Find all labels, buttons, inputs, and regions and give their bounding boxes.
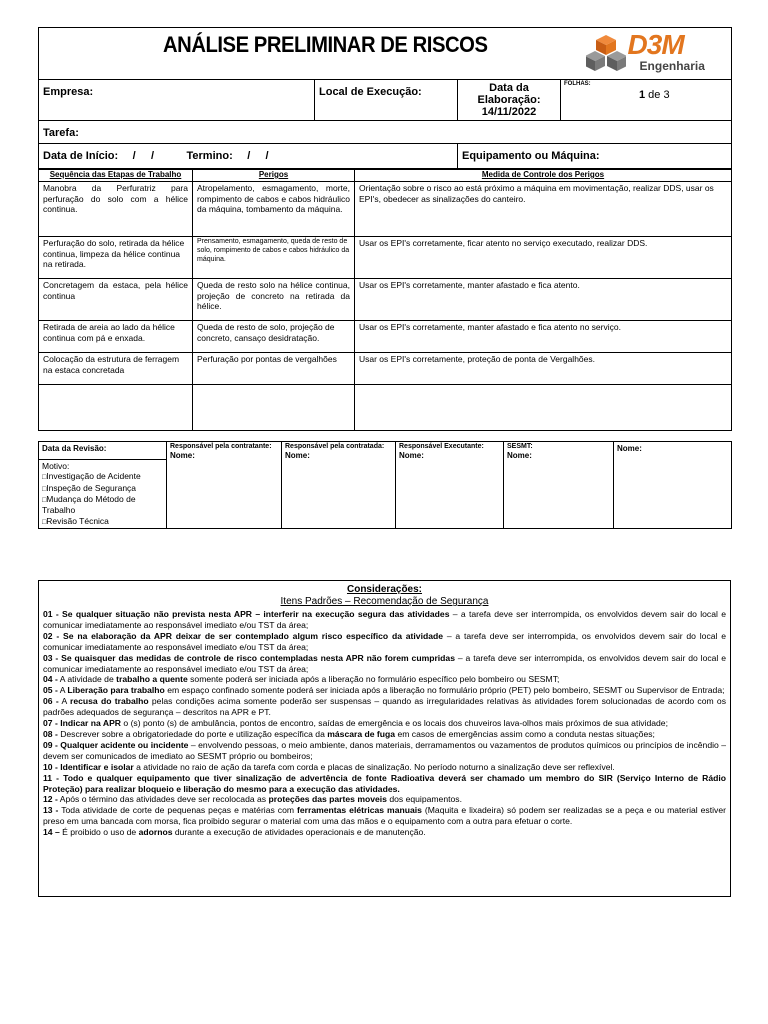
logo-cell [581,28,732,80]
consideration-item [43,805,726,827]
consideration-item [43,685,726,696]
consideration-item [43,653,726,675]
datas-cell[interactable] [39,144,458,169]
local-cell[interactable] [315,80,458,121]
data-elaboracao-cell[interactable] [458,80,561,121]
nome-label: Nome: [399,450,424,460]
hazard-cell: Perfuração por pontas de vergalhões [193,353,355,385]
consideration-text: recusa do trabalho [70,696,149,707]
motivo-cell [39,460,167,529]
document-title: ANÁLISE PRELIMINAR DE RISCOS [163,32,488,57]
risk-table-header [39,170,732,182]
motivo-option[interactable] [42,483,163,494]
hazard-cell: Queda de resto de solo, projeção de concreto, cansaço desidratação. [193,321,355,353]
header-perigos: Perigos [193,170,355,182]
considerations-subtitle: Itens Padrões – Recomendação de Segurança [280,596,489,607]
consideration-text: adornos [138,827,173,838]
empresa-label: Empresa: [43,86,94,98]
hazard-cell: Prensamento, esmagamento, queda de resto de solo, rompimento de cabos e cabos hidráulico da máquina. [193,237,355,279]
consideration-text: o (s) ponto (s) de ambulância, pontos de encontro, saídas de emergência e os locais dos chuveiros lava-olhos mais próximos de sua atividade; [121,718,668,729]
consideration-text: 05 - [43,685,58,696]
step-cell: Manobra da Perfuratriz para perfuração do solo com a hélice continua. [39,182,193,237]
resp-contratada-label: Responsável pela contratada: [285,443,385,450]
consideration-item [43,631,726,653]
header-medidas: Medida de Controle dos Perigos [355,170,732,182]
motivo-option-label: Inspeção de Segurança [46,482,137,493]
consideration-item [43,794,726,805]
consideration-text: Toda atividade de corte de pequenas peças e matérias com [58,805,297,816]
resp-executante-cell[interactable] [396,442,504,529]
logo-brand: D3M [627,29,684,60]
hazard-cell: Atropelamento, esmagamento, morte, rompimento de cabos e cabos hidráulico da máquina, tombamento da máquina. [193,182,355,237]
consideration-item [43,729,726,740]
risk-table [38,169,732,431]
consideration-text: máscara de fuga [327,728,396,739]
consideration-text: Após o término das atividades deve ser recolocada as [57,794,269,805]
control-cell: Usar os EPI's corretamente, ficar atento no serviço executado, realizar DDS. [355,237,732,279]
inicio-label: Data de Início: [43,150,119,162]
consideration-item [43,696,726,718]
consideration-text: 14 – [43,827,60,838]
termino-label: Termino: [186,150,233,162]
header-etapas: Sequência das Etapas de Trabalho [39,170,193,182]
folhas-label: FOLHAS: [564,81,591,87]
consideration-text: A [58,696,70,707]
step-cell: Retirada de areia ao lado da hélice continua com pá e enxada. [39,321,193,353]
checkbox-icon[interactable]: □ [42,474,47,482]
consideration-text: trabalho a quente [116,674,188,685]
inicio-value: / / [132,150,155,162]
control-cell: Usar os EPI's corretamente, manter afastado e fica atento. [355,279,732,321]
consideration-text: 07 - Indicar na APR [43,718,122,729]
consideration-text: A [57,685,68,696]
consideration-text: Descrever sobre a obrigatoriedade do porte e utilização específica da [57,728,328,739]
resp-contratante-label: Responsável pela contratante: [170,443,272,450]
consideration-item [43,609,726,631]
consideration-text: a atividade no raio de ação da tarefa com corda e placas de sinalização. No período noturno a sinalização deve ser reflexível. [133,761,615,772]
equipamento-label: Equipamento ou Máquina: [462,150,600,162]
nome-label: Nome: [170,450,195,460]
consideration-text: – envolvendo pessoas, o meio ambiente, danos materiais, derramamentos ou vazamentos de produtos químicos ou princípios de incêndio – devem ser comunicados de imediato ao SESMT próprio ou bombeiros; [43,739,727,761]
consideration-item [43,740,726,762]
data-elaboracao-value: 14/11/2022 [481,106,537,118]
considerations-title: Considerações: [346,584,423,595]
consideration-item [43,827,726,838]
motivo-option-label: Mudança do Método de Trabalho [42,493,136,516]
consideration-text: – a tarefa deve ser interrompida, os envolvidos devem sair do local e comunicar imediatamente ao responsável imediato e/ou TST da área; [43,630,727,652]
folhas-value [639,89,670,101]
consideration-text: em casos de emergências assim como a conduta nestas situações; [395,728,655,739]
consideration-text: 12 - [43,794,58,805]
consideration-text: 08 - [43,728,58,739]
data-revisao-cell[interactable] [39,442,167,460]
control-cell: Usar os EPI's corretamente, manter afastado e fica atento no serviço. [355,321,732,353]
header-table [38,27,732,169]
consideration-text: – a tarefa deve ser interrompida, os envolvidos devem sair do local e comunicar imediatamente ao responsável imediato e/ou TST da área; [43,652,726,674]
nome-label: Nome: [617,444,642,453]
table-row [39,385,732,431]
step-cell: Perfuração do solo, retirada da hélice continua, limpeza da hélice continua na retirada. [39,237,193,279]
consideration-text: 04 - [43,674,58,685]
data-revisao-label: Data da Revisão: [42,444,107,453]
hazard-cell: Queda de resto solo na hélice continua, projeção de concreto na retirada da hélice. [193,279,355,321]
sesmt-label: SESMT: [507,443,533,450]
nome-label: Nome: [285,450,310,460]
consideration-item [43,674,726,685]
folhas-page: 1 [639,89,646,101]
consideration-text: pelas condições acima somente poderão ser suspensas – quando as irregularidades relativas às atividades forem solucionadas de acordo com os padrões adequados de segurança – descritos na APR e PT. [43,696,726,718]
control-cell: Orientação sobre o risco ao está próximo a máquina em movimentação, realizar DDS, usar os EPI's, obedecer as sinalizações do canteiro. [355,182,732,237]
company-logo [584,29,708,77]
termino-value: / / [247,150,269,162]
consideration-text: somente poderá ser iniciada após a liberação no formulário específico pelo bombeiro ou SESMT; [187,674,560,685]
motivo-option-label: Revisão Técnica [46,515,109,526]
nome-cell[interactable] [614,442,732,529]
consideration-text: Liberação para trabalho [67,685,165,696]
consideration-text: 02 - Se na elaboração da APR deixar de ser contemplado algum risco específico da atividade [43,630,444,641]
checkbox-icon[interactable]: □ [42,485,47,493]
table-row [39,353,732,385]
folhas-total: de 3 [645,89,670,101]
local-label: Local de Execução: [319,86,422,98]
motivo-option[interactable] [42,471,163,482]
nome-label: Nome: [507,450,532,460]
step-cell[interactable] [39,385,193,431]
consideration-text: – a tarefa deve ser interrompida, os envolvidos devem sair do local e comunicar imediatamente ao responsável imediato e/ou TST da área; [43,609,727,630]
sesmt-cell[interactable] [504,442,614,529]
consideration-text: dos equipamentos. [386,794,462,805]
motivo-option[interactable] [42,516,163,527]
considerations-list [43,609,726,838]
consideration-text: proteções das partes moveis [268,794,387,805]
table-row [39,182,732,237]
checkbox-icon[interactable]: □ [42,518,47,526]
consideration-text: 11 - Todo e qualquer equipamento que tiver sinalização de advertência de fonte Radioativa deverá ser chamado um membro do SIR (Serviço Interno de Rádio Proteção) para realizar bloqueio e liberação do mesmo para a execução das atividades. [43,772,726,794]
table-row [39,237,732,279]
consideration-text: 13 - [43,805,59,816]
consideration-text: 03 - Se quaisquer das medidas de controle de risco contempladas nesta APR não forem cumpridas [43,652,455,663]
table-row [39,279,732,321]
hazard-cell[interactable] [193,385,355,431]
empresa-cell[interactable] [39,80,315,121]
resp-executante-label: Responsável Executante: [399,443,484,450]
consideration-text: 09 - Qualquer acidente ou incidente [43,739,189,750]
step-cell: Concretagem da estaca, pela hélice continua [39,279,193,321]
motivo-option[interactable] [42,494,163,516]
consideration-item [43,773,726,795]
tarefa-cell[interactable] [39,121,732,144]
title-cell [39,28,581,80]
motivo-option-label: Investigação de Acidente [46,471,141,482]
consideration-text: 06 - [43,696,59,707]
control-cell[interactable] [355,385,732,431]
equipamento-cell[interactable] [458,144,732,169]
consideration-text: 10 - Identificar e isolar [43,761,134,772]
folhas-cell [561,80,732,121]
consideration-text: durante a execução de atividades operacionais e de manutenção. [172,827,426,838]
consideration-text: ferramentas elétricas manuais [297,805,422,816]
control-cell: Usar os EPI's corretamente, proteção de ponta de Vergalhões. [355,353,732,385]
motivo-label: Motivo: [42,461,70,471]
revision-table [38,441,732,529]
consideration-item [43,718,726,729]
resp-contratada-cell[interactable] [282,442,396,529]
cubes-icon [586,33,626,73]
consideration-text: É proibido o uso de [59,827,139,838]
consideration-text: em espaço confinado somente poderá ser iniciada após a liberação no formulário próprio (PET) pelo bombeiro, SESMT ou Supervisor de Entrada; [164,685,725,696]
consideration-text: (Maquita e lixadeira) só podem ser realizadas se a peça e ou material estiver preso em uma bancada com morsa, fica proibido segurar o material com uma das mãos e o equipamento com a outra para efetuar o corte. [43,805,726,827]
consideration-text: 01 - Se qualquer situação não prevista nesta APR – interferir na execução segura das atividades [43,609,450,619]
tarefa-label: Tarefa: [43,127,79,139]
consideration-item [43,762,726,773]
logo-subtitle: Engenharia [639,59,705,73]
considerations-box [38,580,731,897]
table-row [39,321,732,353]
checkbox-icon[interactable]: □ [42,496,47,504]
consideration-text: A atividade de [57,674,117,685]
data-elaboracao-label: Data da Elaboração: [477,82,541,106]
resp-contratante-cell[interactable] [167,442,282,529]
step-cell: Colocação da estrutura de ferragem na estaca concretada [39,353,193,385]
